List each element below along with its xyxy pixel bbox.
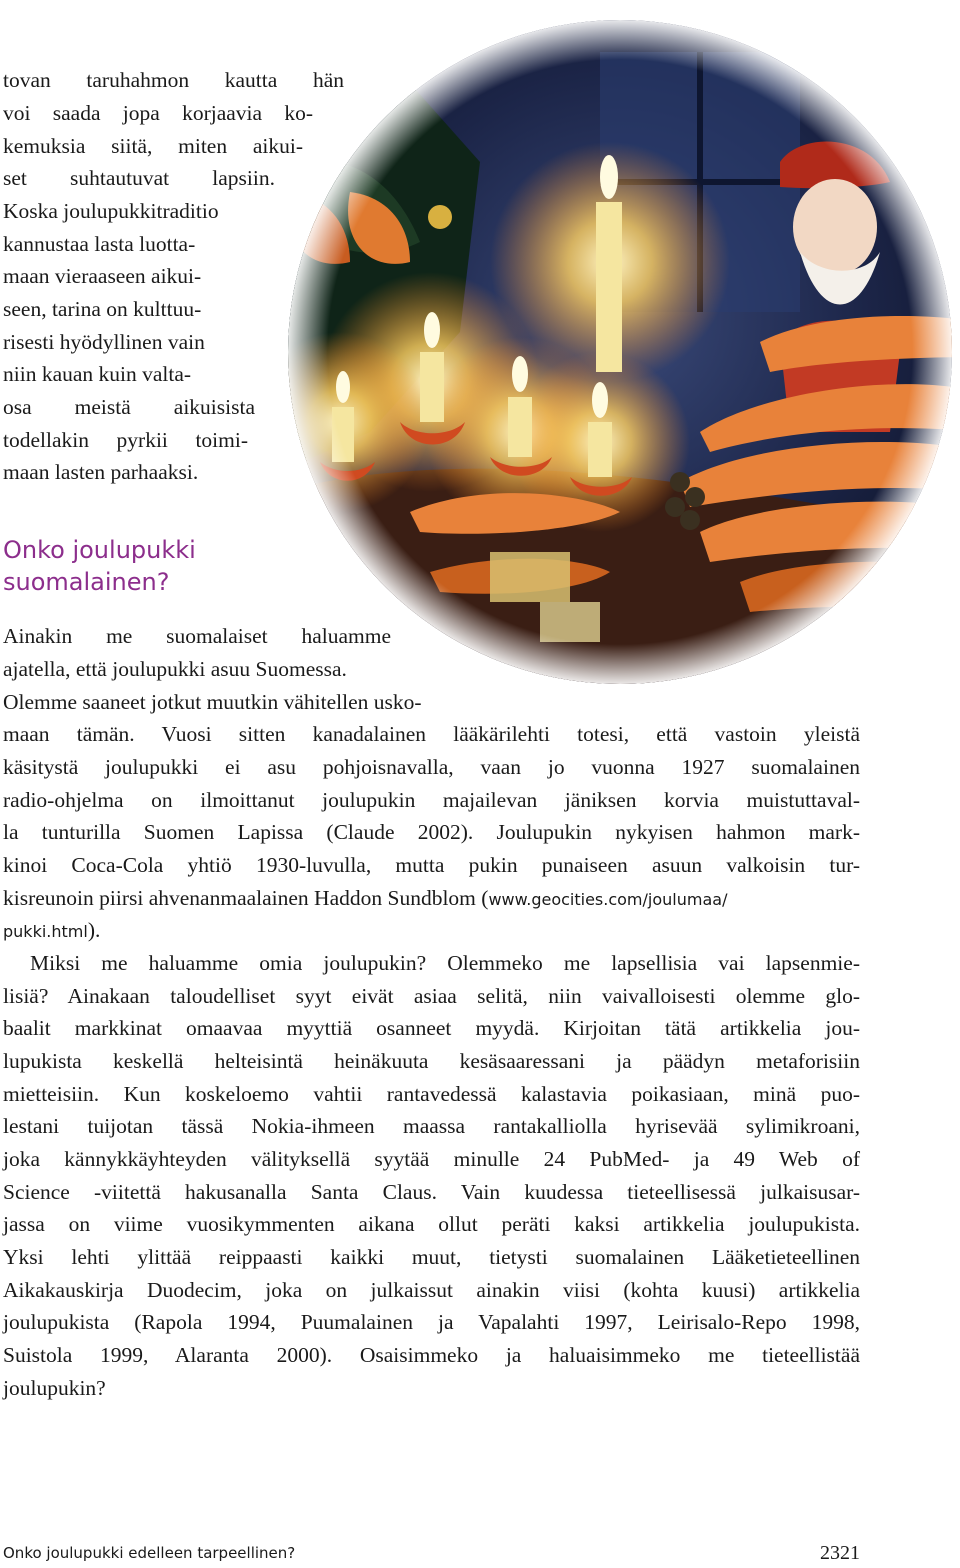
- reference-url-end: pukki.html: [3, 922, 88, 941]
- para2-line-8: Science -viitettä hakusanalla Santa Claus. Vain kuudessa tieteellisessä julkaisusar-: [3, 1180, 860, 1204]
- intro-line-1: Ainakin me suomalaiset haluamme: [3, 624, 391, 648]
- body-line-7: [3, 914, 100, 949]
- para2-line-9: jassa on viime vuosikymmenten aikana ollut peräti kaksi artikkelia joulupukista.: [3, 1212, 860, 1236]
- para2-line-7: joka kännykkäyhteyden välityksellä syytää minulle 24 PubMed- ja 49 Web of: [3, 1147, 860, 1171]
- para2-line-6: lestani tuijotan tässä Nokia-ihmeen maassa rantakalliolla hyrisevää sylimikroani,: [3, 1114, 860, 1138]
- body-line-5: kinoi Coca-Cola yhtiö 1930-luvulla, mutta pukin punaiseen asuun valkoisin tur-: [3, 853, 860, 877]
- running-footer-title: Onko joulupukki edelleen tarpeellinen?: [3, 1544, 296, 1562]
- para2-line-2: lisiä? Ainakaan taloudelliset syyt eivät asiaa selitä, niin vaivalloisesti olemme glo-: [3, 984, 860, 1008]
- intro-line-3: Olemme saaneet jotkut muutkin vähitellen usko-: [3, 690, 422, 714]
- body-line-6-text: kisreunoin piirsi ahvenanmaalainen Haddon Sundblom (: [3, 886, 489, 910]
- column-line-9: risesti hyödyllinen vain: [3, 330, 205, 354]
- para2-line-1: Miksi me haluamme omia joulupukin? Olemmeko me lapsellisia vai lapsenmie-: [30, 951, 860, 975]
- para2-line-12: joulupukista (Rapola 1994, Puumalainen ja Vapalahti 1997, Leirisalo-Repo 1998,: [3, 1310, 860, 1334]
- reference-url: www.geocities.com/joulumaa/: [488, 890, 728, 909]
- column-line-7: maan vieraaseen aikui-: [3, 264, 202, 288]
- column-line-3: kemuksia siitä, miten aikui-: [3, 134, 303, 158]
- section-heading-line-2: suomalainen?: [3, 568, 170, 596]
- para2-line-5: mietteisiin. Kun koskeloemo vahtii rantavedessä kalastavia poikasiaan, minä puo-: [3, 1082, 860, 1106]
- para2-line-13: Suistola 1999, Alaranta 2000). Osaisimmeko ja haluaisimmeko me tieteellistää: [3, 1343, 860, 1367]
- section-heading-line-1: Onko joulupukki: [3, 536, 196, 564]
- page-number: 2321: [820, 1542, 860, 1564]
- para2-line-4: lupukista keskellä helteisintä heinäkuuta kesäsaaressani ja päädyn metaforisiin: [3, 1049, 860, 1073]
- column-line-5: Koska joulupukkitraditio: [3, 199, 219, 223]
- column-line-10: niin kauan kuin valta-: [3, 362, 192, 386]
- para2-line-3: baalit markkinat omaavaa myyttiä osanneet myydä. Kirjoitan tätä artikkelia jou-: [3, 1016, 860, 1040]
- para2-line-14: joulupukin?: [3, 1376, 106, 1400]
- intro-line-2: ajatella, että joulupukki asuu Suomessa.: [3, 657, 347, 681]
- body-line-2: käsitystä joulupukki ei asu pohjoisnavalla, vaan jo vuonna 1927 suomalainen: [3, 755, 860, 779]
- column-line-8: seen, tarina on kulttuu-: [3, 297, 202, 321]
- body-line-4: la tunturilla Suomen Lapissa (Claude 2002). Joulupukin nykyisen hahmon mark-: [3, 820, 860, 844]
- column-line-4: set suhtautuvat lapsiin.: [3, 166, 275, 190]
- para2-line-10: Yksi lehti ylittää reippaasti kaikki muut, tietysti suomalainen Lääketieteellinen: [3, 1245, 860, 1269]
- column-line-6: kannustaa lasta luotta-: [3, 232, 196, 256]
- body-line-6: [3, 882, 727, 917]
- para2-line-11: Aikakauskirja Duodecim, joka on julkaissut ainakin viisi (kohta kuusi) artikkelia: [3, 1278, 860, 1302]
- body-line-7-end: ).: [87, 918, 101, 942]
- column-line-2: voi saada jopa korjaavia ko-: [3, 101, 313, 125]
- column-line-13: maan lasten parhaaksi.: [3, 460, 199, 484]
- column-line-11: osa meistä aikuisista: [3, 395, 255, 419]
- body-line-1: maan tämän. Vuosi sitten kanadalainen lääkärilehti totesi, että vastoin yleistä: [3, 722, 860, 746]
- column-line-12: todellakin pyrkii toimi-: [3, 428, 248, 452]
- christmas-candles-photo: [280, 12, 960, 692]
- column-line-1: tovan taruhahmon kautta hän: [3, 68, 344, 92]
- body-line-3: radio-ohjelma on ilmoittanut joulupukin majailevan jäniksen korvia muistuttaval-: [3, 788, 860, 812]
